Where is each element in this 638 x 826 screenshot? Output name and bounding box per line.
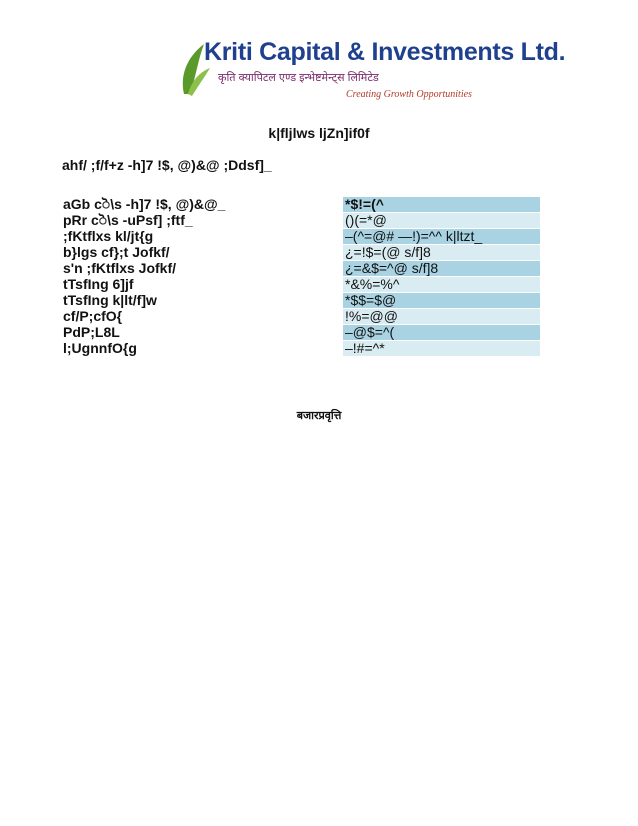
row-label: PdP;L8L — [61, 325, 343, 341]
logo-company-name: Kriti Capital & Investments Ltd. — [204, 38, 566, 66]
table-row — [61, 261, 541, 277]
row-label: b}lgs cf};t Jofkf/ — [61, 245, 343, 261]
row-value: ¿=&$=^@ s/f]8 — [343, 261, 541, 277]
table-row — [61, 341, 541, 357]
row-label: pRr cॆ\s -uPsf] ;ftf_ — [61, 213, 343, 229]
row-value: –!#=^* — [343, 341, 541, 357]
logo-company-name-devanagari: कृति क्यापिटल एण्ड इन्भेष्टमेन्ट्स लिमिटेड — [218, 72, 379, 84]
row-value: –(^=@# —!)=^^ k|ltzt_ — [343, 229, 541, 245]
row-value: *$$=$@ — [343, 293, 541, 309]
row-value: –@$=^( — [343, 325, 541, 341]
row-label: s'n ;fKtflxs Jofkf/ — [61, 261, 343, 277]
row-value: *&%=%^ — [343, 277, 541, 293]
summary-date-line: ahf/ ;f/f+z -h]7 !$, @)&@ ;Ddsf]_ — [62, 157, 272, 173]
table-row — [61, 293, 541, 309]
row-label: tTsfIng 6]jf — [61, 277, 343, 293]
row-label: aGb cॆ\s -h]7 !$, @)&@_ — [61, 197, 343, 213]
row-value: *$!=(^ — [343, 197, 541, 213]
row-label: cf/P;cfO{ — [61, 309, 343, 325]
row-label: tTsfIng k|lt/f]w — [61, 293, 343, 309]
table-row — [61, 325, 541, 341]
table-row — [61, 277, 541, 293]
row-value: ¿=!$=(@ s/f]8 — [343, 245, 541, 261]
row-label: l;UgnnfO{g — [61, 341, 343, 357]
page-title: k|fljlws ljZn]if0f — [268, 125, 370, 141]
row-value: ()(=*@ — [343, 213, 541, 229]
table-row — [61, 213, 541, 229]
table-row — [61, 197, 541, 213]
table-row — [61, 229, 541, 245]
table-row — [61, 245, 541, 261]
table-row — [61, 309, 541, 325]
section-footer-heading: बजारप्रवृत्ति — [296, 410, 342, 422]
market-summary-table — [61, 196, 541, 357]
company-logo — [178, 34, 566, 106]
logo-tagline: Creating Growth Opportunities — [346, 89, 472, 100]
row-value: !%=@@ — [343, 309, 541, 325]
row-label: ;fKtflxs kl/jt{g — [61, 229, 343, 245]
